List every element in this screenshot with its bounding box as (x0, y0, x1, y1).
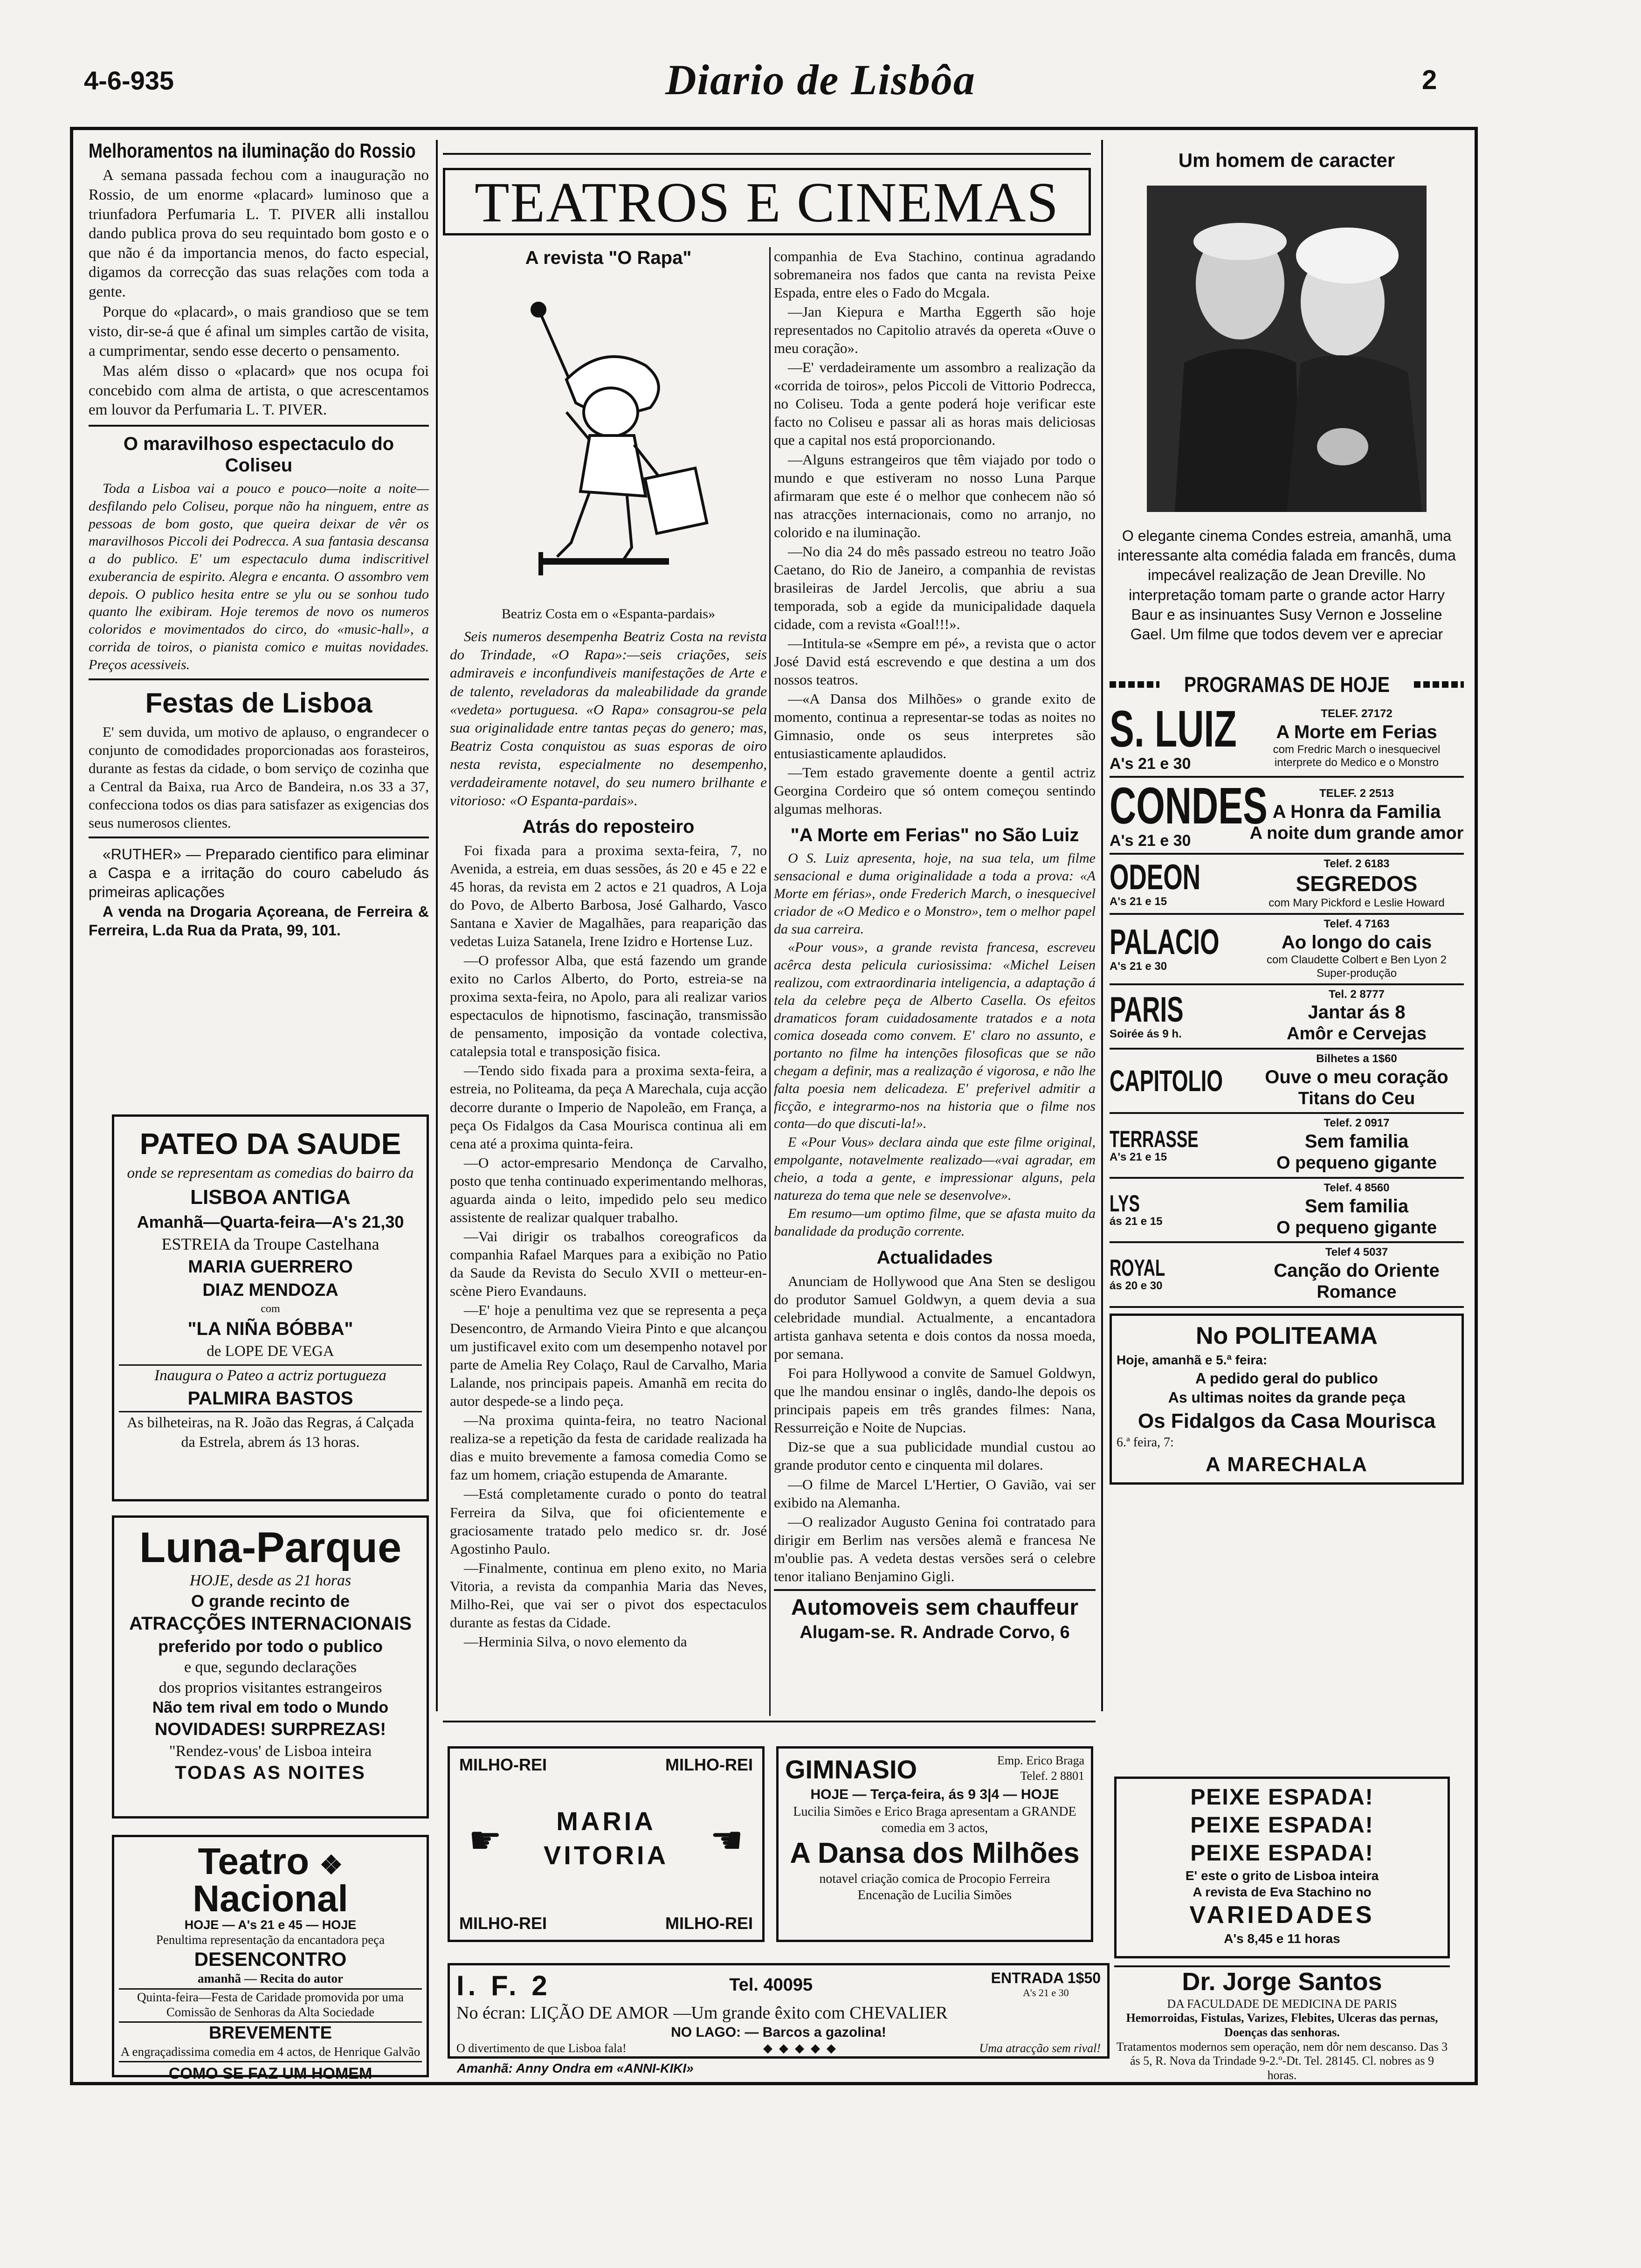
cinema-details (1249, 707, 1464, 770)
cinema-time: A's 21 e 30 (1110, 832, 1191, 850)
cinema-name: LYS (1110, 1190, 1140, 1217)
luna-line: preferido por todo o publico (158, 1637, 383, 1656)
jorge-title: Dr. Jorge Santos (1182, 1968, 1382, 1996)
face (584, 388, 638, 436)
rapa-paragraph: Seis numeros desempenha Beatriz Costa na revista do Trindade, «O Rapa»:—seis criações, seis admiraveis e inconfundiveis manifestações de Arte e de talento, reveladoras da maleabilidade da grande «vedeta» portuguesa. «O Rapa» consagrou-se pela sua originalidade entre tantas peças do genero; mas, Beatriz Costa conquistou as suas esporas de oiro nesta revista, especialmente no desempenho, verdadeiramente notavel, do seu numero brilhante e vitorioso: «O Espanta-pardais». (450, 628, 767, 809)
gimnasio-emp: Emp. Erico Braga (997, 1754, 1084, 1767)
rapa-caption: Beatriz Costa em o «Espanta-pardais» (501, 606, 716, 622)
morte-paragraph: «Pour vous», a grande revista francesa, escreveu acêrca desta pelicula curiosissima: «Michel Leisen realizou, com extraordinaria inteligencia, a adaptação á tela da celebre peça de Alberto Casella. Os efeitos dramaticos foram cuidadosamente tratados e a nota comica doseada como convem. E' claro no assunto, e portanto no filme ha intenções filosoficas que se não chegam a definir, mas a realização é vigorosa, e não lhe falta poesia nem delicadeza. E' preferivel admitir a ficção, e integrarmo-nos na historia que o filme nos conta—do que discuti-la!». (774, 940, 1096, 1132)
rapa-headline: A revista "O Rapa" (525, 248, 692, 268)
reposteiro-headline: Atrás do reposteiro (522, 816, 695, 837)
maria-vitoria-ad (448, 1746, 765, 1942)
cinema-tel: Telef. 4 8560 (1324, 1181, 1390, 1194)
politeama-line: 6.ª feira, 7: (1117, 1435, 1174, 1450)
pateo-subtitle: onde se representam as comedias do bairro da (127, 1165, 414, 1182)
cinema-list (1110, 701, 1464, 1307)
bar-left (1110, 681, 1159, 688)
rossio-headline-text: Melhoramentos na iluminação do Rossio (89, 140, 416, 162)
cinema-note: A noite dum grande amor (1249, 823, 1464, 843)
center-paragraph: —Intitula-se «Sempre em pé», a revista que o actor José David está escrevendo e que destina a um dos nossos teatros. (774, 635, 1096, 688)
pateo-piece: "LA NIÑA BÓBBA" (187, 1319, 353, 1340)
cinema-film: A Morte em Ferias (1276, 721, 1437, 742)
cinema-name-block (1110, 857, 1249, 908)
cinema-film: Sem familia (1304, 1196, 1409, 1217)
cinema-note: com Claudette Colbert e Ben Lyon 2 Super-produção (1266, 953, 1447, 980)
peixe-line: E' este o grito de Lisboa inteira (1185, 1868, 1379, 1883)
center-paragraph: companhia de Eva Stachino, continua agradando sobremaneira nos fados que canta na revista Peixe Espada, entre eles o Fado do Mcgala. (774, 248, 1096, 301)
cinema-details (1249, 1052, 1464, 1109)
man-coat (1175, 349, 1301, 512)
nacional-play: DESENCONTRO (194, 1948, 347, 1970)
actualidades-paragraph: Foi para Hollywood a convite de Samuel Goldwyn, que lhe mandou ensinar o inglês, dando-lhe depois os principais papeis em três grandes filmes: Nana, Ressurreição e Noite de Nupcias. (774, 1365, 1096, 1436)
if2-footer (456, 2041, 1101, 2055)
gimnasio-line: Lucilia Simões e Erico Braga apresentam a GRANDE comedia em 3 actos, (793, 1804, 1076, 1835)
politeama-line: Os Fidalgos da Casa Mourisca (1138, 1409, 1436, 1432)
cinema-listing (1110, 1050, 1464, 1114)
gimnasio-line: Encenação de Lucilia Simões (857, 1888, 1012, 1902)
column-divider (1101, 140, 1103, 1711)
pateo-da-saude-ad (112, 1114, 429, 1501)
gimnasio-line: notavel criação comica de Procopio Ferreira (819, 1871, 1050, 1886)
politeama-line: As ultimas noites da grande peça (1168, 1389, 1406, 1406)
cinema-time: A's 21 e 30 (1110, 960, 1167, 973)
cinema-time: Soirée ás 9 h. (1110, 1027, 1182, 1040)
man-hair (1193, 223, 1287, 260)
divider (89, 425, 429, 427)
pateo-play: LISBOA ANTIGA (190, 1186, 351, 1209)
actualidades-headline: Actualidades (876, 1247, 993, 1268)
festas-paragraph: E' sem duvida, um motivo de aplauso, o engrandecer o conjunto de comodidades proporcionadas aos forasteiros, durante as festas da cidade, o bom serviço de cozinha que a Central da Baixa, rua Arco de Bandeira, n.os 33 a 37, confecciona todos os dias para satisfazer as exigencias dos seus numerosos clientes. (89, 723, 429, 831)
center-paragraph: —E' verdadeiramente um assombro a realização da «corrida de toiros», pelos Piccoli de Vittorio Podrecca, no Coliseu. Toda a gente poderá hoje verificar este facto no Coliseu e passar ali as horas mais deliciosas que a capital nos está proporcionando. (774, 359, 1096, 449)
pateo-inauguration: Inaugura o Pateo a actriz portugueza (119, 1364, 422, 1386)
homem-caption: O elegante cinema Condes estreia, amanhã, uma interessante alta comédia falada em francês, duma impecável realização de Jean Dreville. No interpretação tomam parte o grande actor Harry Baur e as insinuantes Susy Vernon e Josseline Gael. Um filme que todos devem ver e apreciar (1117, 527, 1456, 643)
film-still-photo (1147, 186, 1427, 512)
luna-line: dos proprios visitantes estrangeiros (159, 1679, 382, 1696)
cinema-film: SEGREDOS (1296, 871, 1418, 896)
reposteiro-paragraph: —E' hoje a penultima vez que se representa a peça Desencontro, de Armando Vieira Pinto e que alcançou um justificavel exito com um desempenho notavel por parte de Amelia Rey Colaço, Raul de Carvalho, Maria Lalande, nos principais papeis. Amanhã em recita do autor despede-se a lindo peça. (450, 1302, 767, 1410)
peixe-line: PEIXE ESPADA! (1190, 1841, 1374, 1866)
cinema-time: A's 21 e 15 (1110, 1150, 1167, 1163)
nacional-last: COMO SE FAZ UM HOMEM (119, 2061, 422, 2083)
peixe-line: PEIXE ESPADA! (1190, 1813, 1374, 1838)
politeama-ad (1110, 1314, 1464, 1485)
right-column (1110, 140, 1464, 1485)
festas-headline: Festas de Lisboa (145, 687, 372, 719)
if2-header (456, 1969, 1101, 2003)
morte-paragraph: O S. Luiz apresenta, hoje, na sua tela, um filme sensacional e duma originalidade a toda a prova: «A Morte em férias», onde Frederich March, o inesquecivel criador de «O Medico e o Monstro», tem o melhor papel da sua carreira. (774, 850, 1096, 937)
automoveis-headline: Automoveis sem chauffeur (791, 1595, 1079, 1620)
beatriz-costa-illustration (450, 272, 767, 599)
center-paragraph: —«A Dansa dos Milhões» o grande exito de momento, continua a representar-se todas as noites no Gimnasio, onde os seus interpretes são entusiasticamente aplaudidos. (774, 691, 1096, 762)
nacional-hoje: HOJE — A's 21 e 45 — HOJE (184, 1918, 357, 1932)
reposteiro-paragraph: —O actor-empresario Mendonça de Carvalho, posto que tenha continuado experimentando melhoras, aguarda ainda o leito, impedido pelo seu medico assistente de realizar qualquer trabalho. (450, 1154, 767, 1225)
cinema-name-block (1110, 1127, 1249, 1164)
cinema-note: O pequeno gigante (1276, 1217, 1437, 1238)
center-paragraph: —No dia 24 do mês passado estreou no teatro João Caetano, do Rio de Janeiro, a companhia de revistas brasileiras de Jardel Jercolis, que abriu a sua temporada, sob a egide da municipalidade daquela cidade, com a revista «Goal!!!». (774, 543, 1096, 632)
gimnasio-ad (776, 1746, 1093, 1942)
cinema-name-block (1110, 700, 1249, 773)
if2-ad (448, 1963, 1110, 2059)
luna-line: "Rendez-vous' de Lisboa inteira (169, 1742, 372, 1760)
nacional-rep: Penultima representação da encantadora peça (156, 1933, 385, 1947)
maria-vitoria-line: MARIA (556, 1806, 656, 1836)
jorge-santos-ad (1114, 1965, 1450, 2082)
pateo-com: com (261, 1303, 280, 1315)
cinema-listing (1110, 915, 1464, 985)
milho-rei-tag: MILHO-REI (459, 1755, 547, 1774)
center-paragraph: —Tem estado gravemente doente a gentil actriz Georgina Cordeiro que só ontem começou sentindo algumas melhoras. (774, 764, 1096, 817)
pateo-author: de LOPE DE VEGA (207, 1342, 334, 1360)
cinema-listing (1110, 1114, 1464, 1178)
cinema-listing (1110, 1179, 1464, 1243)
milho-rei-tag: MILHO-REI (665, 1755, 753, 1774)
leg (622, 496, 632, 561)
column-divider (769, 247, 771, 1716)
reposteiro-paragraph: —Na proxima quinta-feira, no teatro Nacional realiza-se a repetição da festa de caridade realizada ha dias e muito brevemente a famosa comedia Como se faz um homem, criação estupenda de Amarante. (450, 1412, 767, 1483)
cinema-tel: Telef. 2 0917 (1324, 1117, 1390, 1130)
morte-paragraph: E «Pour Vous» declara ainda que este filme original, empolgante, notavelmente realizado—«vai agradar, em cheio, a toda a gente, e impressionar alguns, pela natureza do tema que nele se desenvolve». (774, 1134, 1096, 1203)
cinema-name-block (1110, 989, 1249, 1041)
reposteiro-paragraph: —Está completamente curado o ponto do teatral Ferreira da Silva, que foi oficientemente e graciosamente tratado pelo medico sr. dr. José Agostinho Paulo. (450, 1486, 767, 1557)
if2-amanha: Amanhã: Anny Ondra em «ANNI-KIKI» (457, 2061, 694, 2075)
teatro-nacional-ad (112, 1835, 429, 2083)
nacional-recita: amanhã — Recita do autor (119, 1971, 422, 1989)
cinema-name-block (1110, 777, 1268, 850)
maria-vitoria-title (450, 1805, 762, 1873)
reposteiro-paragraph: —Herminia Silva, o novo elemento da (464, 1633, 687, 1650)
masthead-page-number: 2 (1422, 65, 1437, 95)
cinema-details (1249, 918, 1464, 980)
morte-paragraph: Em resumo—um optimo filme, que se afasta muito da banalidade da produção corrente. (774, 1206, 1096, 1239)
if2-entrada: ENTRADA 1$50 (991, 1970, 1101, 1986)
gimnasio-contact (997, 1753, 1084, 1784)
reposteiro-paragraph: —O professor Alba, que está fazendo um grande exito no Carlos Alberto, do Porto, estreia-se na proxima sexta-feira, no Apolo, para ali realizar varios espectaculos de hipnotismo, fascinação, transmissão de pensamento, imposição da vontade colectiva, catalepsia total e transposição fisica. (450, 952, 767, 1060)
morte-headline: "A Morte em Ferias" no São Luiz (790, 825, 1079, 846)
luna-line: TODAS AS NOITES (175, 1763, 366, 1784)
stick-knob (532, 303, 545, 316)
divider (774, 1589, 1096, 1591)
cinema-name: ODEON (1110, 857, 1201, 897)
luna-line: ATRACÇÕES INTERNACIONAIS (129, 1613, 412, 1634)
rossio-headline (89, 140, 429, 162)
ruther-address: A venda na Drogaria Açoreana, de Ferreira & Ferreira, L.da Rua da Prata, 99, 101. (89, 903, 429, 939)
actualidades-paragraph: Anunciam de Hollywood que Ana Sten se desligou do produtor Samuel Goldwyn, a quem devia a sua celebridade mundial. Actualmente, a encantadora artista ganhava setenta e dois contos da nossa moeda, por semana. (774, 1272, 1096, 1362)
luna-line: e que, segundo declarações (184, 1659, 357, 1676)
bar-right (1414, 681, 1464, 688)
section-title-box (443, 168, 1091, 235)
if2-tel: Tel. 40095 (729, 1975, 813, 1995)
maria-vitoria-line: VITORIA (543, 1840, 669, 1870)
actualidades-paragraph: Diz-se que a sua publicidade mundial custou ao grande produtor cento e cinquenta mil dolares. (774, 1438, 1096, 1473)
cinema-film: Canção do Oriente (1274, 1260, 1440, 1281)
nacional-title (119, 1840, 422, 1919)
reposteiro-paragraph: —Finalmente, continua em pleno exito, no Maria Vitoria, a revista da companhia Maria das Neves, Milho-Rei, que vai ser o pivot dos espectaculos durante as festas da Cidade. (450, 1559, 767, 1631)
pateo-tickets: As bilheteiras, na R. João das Regras, á Calçada da Estrela, abrem ás 13 horas. (127, 1413, 414, 1451)
pateo-actor: DIAZ MENDOZA (202, 1280, 338, 1300)
nacional-title-1: Teatro (198, 1840, 310, 1882)
actualidades-paragraph: —O filme de Marcel L'Hertier, O Gavião, vai ser exibido na Alemanha. (774, 1476, 1096, 1511)
masthead-date: 4-6-935 (84, 66, 174, 95)
if2-line: No écran: LIÇÃO DE AMOR —Um grande êxito com CHEVALIER (456, 2003, 948, 2023)
cinema-name-block (1110, 1066, 1249, 1096)
center-paragraph: —Alguns estrangeiros que têm viajado por todo o mundo e que estiveram no nosso Luna Parque afirmaram que este é o melhor que conhecem não só nas atracções internacionais, como no arranjo, no colorido e na iluminação. (774, 451, 1096, 540)
woman-hair (1296, 228, 1399, 284)
pateo-when: Amanhã—Quarta-feira—A's 21,30 (137, 1212, 404, 1232)
divider (89, 837, 429, 838)
center-paragraph: —Jan Kiepura e Martha Eggerth são hoje representados no Capitolio através da opereta «Ouve o meu coração». (774, 304, 1096, 357)
pateo-actress: PALMIRA BASTOS (119, 1386, 422, 1412)
gimnasio-tel: Telef. 2 8801 (1020, 1769, 1084, 1783)
luna-parque-ad (112, 1515, 429, 1819)
if2-entry (991, 1969, 1101, 1999)
cinema-name: PARIS (1110, 989, 1184, 1030)
cinema-tel: Telef. 4 7163 (1324, 918, 1390, 931)
cinema-note: Romance (1317, 1282, 1397, 1302)
cinema-note: Amôr e Cervejas (1287, 1024, 1427, 1044)
pateo-estreia: ESTREIA da Troupe Castelhana (161, 1234, 379, 1253)
pointing-hand-icon: ☛ (469, 1820, 502, 1861)
peixe-espada-ad (1114, 1777, 1450, 1958)
luna-line: O grande recinto de (191, 1591, 350, 1611)
rossio-paragraph: Porque do «placard», o mais grandioso que se tem visto, dir-se-á que é afinal um simples cartão de visita, a cumprimentar, sendo esse decerto o pensamento. (89, 304, 429, 360)
cinema-film: Ao longo do cais (1281, 932, 1432, 953)
if2-line: O divertimento de que Lisboa fala! (456, 2041, 627, 2055)
cinema-name-block (1110, 1256, 1249, 1293)
rossio-paragraph: Mas além disso o «placard» que nos ocupa foi concebido com alma de artista, o que acrescentamos em louvor da Perfumaria L. T. PIVER. (89, 363, 429, 419)
center-column-2 (774, 247, 1096, 1644)
cinema-name-block (1110, 1192, 1249, 1228)
cinema-details (1249, 988, 1464, 1045)
if2-times: A's 21 e 30 (1022, 1987, 1069, 1999)
cinema-name: S. LUIZ (1110, 700, 1237, 758)
if2-line: Uma atracção sem rival! (979, 2041, 1101, 2055)
cinema-name: PALACIO (1110, 922, 1220, 962)
ruther-ad: «RUTHER» — Preparado cientifico para eliminar a Caspa e a irritação do couro cabeludo ás primeiras aplicações (89, 845, 429, 900)
programas-title: PROGRAMAS DE HOJE (1184, 672, 1390, 697)
gimnasio-header (785, 1753, 1084, 1786)
divider (443, 1721, 1096, 1722)
politeama-line: Hoje, amanhã e 5.ª feira: (1117, 1353, 1268, 1368)
divider (443, 153, 1091, 155)
center-column-1 (450, 247, 767, 1652)
cinema-details (1249, 1182, 1464, 1238)
cinema-details (1249, 1117, 1464, 1174)
gimnasio-title: GIMNASIO (785, 1755, 917, 1784)
politeama-line: A pedido geral do publico (1195, 1369, 1378, 1387)
jorge-line: Hemorroidas, Fistulas, Varizes, Flebites, Ulceras das pernas, Doenças das senhoras. (1126, 2011, 1438, 2040)
if2-title: I. F. 2 (456, 1970, 551, 2001)
leg (557, 491, 590, 557)
reposteiro-paragraph: Foi fixada para a proxima sexta-feira, 7, no Avenida, a estreia, em duas sessões, ás 20 e 45 e 22 e 45 horas, da revista em 2 actos e 21 quadros, A Loja do Povo, de Alberto Barbosa, José Galhardo, Vasco Santana e Xavier de Magalhães, para reaparição das vedetas Luiza Satanela, Irene Izidro e Hortense Luz. (450, 842, 767, 950)
cinema-listing (1110, 778, 1464, 855)
cinema-tel: Tel. 2 8777 (1329, 988, 1385, 1001)
peixe-line: A's 8,45 e 11 horas (1224, 1931, 1340, 1946)
cinema-tel: TELEF. 2 2513 (1319, 787, 1394, 800)
cinema-details (1249, 857, 1464, 910)
milho-rei-tag: MILHO-REI (459, 1914, 547, 1933)
cinema-name: CAPITOLIO (1110, 1064, 1223, 1098)
reposteiro-paragraph: —Tendo sido fixada para a proxima sexta-feira, a estreia, no Politeama, da peça A Marechala, cuja acção decorre durante o Imperio de Napoleão, em França, a peça Os Fidalgos da Casa Mourisca continua ali em cena até a proxima quinta-feira. (450, 1062, 767, 1152)
politeama-title: No POLITEAMA (1196, 1322, 1378, 1349)
cinema-name-block (1110, 922, 1249, 973)
reposteiro-paragraph: —Vai dirigir os trabalhos coreograficos da companhia Rafael Marques para a exibição no Patio da Saude da Revista do Seculo XVII o metteur-en-scène Piero Evandauns. (450, 1228, 767, 1299)
cinema-time: ás 20 e 30 (1110, 1279, 1163, 1293)
cinema-tel: Telef. 2 6183 (1324, 857, 1390, 871)
theatre-mask-icon: ❖ (319, 1850, 343, 1880)
cinema-listing (1110, 1243, 1464, 1307)
cinema-note: com Fredric March o inesquecivel interprete do Medico e o Monstro (1273, 743, 1441, 769)
jorge-line: DA FACULDADE DE MEDICINA DE PARIS (1167, 1997, 1397, 2011)
cinema-details (1249, 787, 1464, 844)
peixe-line: PEIXE ESPADA! (1190, 1785, 1374, 1810)
divider (89, 678, 429, 680)
cinema-time: ás 21 e 15 (1110, 1215, 1163, 1228)
cinema-tel: Telef 4 5037 (1325, 1246, 1388, 1259)
politeama-line: A MARECHALA (1206, 1453, 1368, 1476)
pateo-actor: MARIA GUERRERO (188, 1257, 353, 1277)
cinema-film: A Honra da Familia (1272, 801, 1441, 822)
programas-bar (1110, 672, 1464, 697)
nacional-brevemente: BREVEMENTE (209, 2023, 332, 2043)
cinema-listing (1110, 985, 1464, 1050)
diamond-icon: ◆◆◆◆◆ (763, 2041, 842, 2055)
peixe-line: VARIEDADES (1189, 1902, 1375, 1929)
left-column (89, 140, 429, 941)
rossio-paragraph: A semana passada fechou com a inauguração no Rossio, de um enorme «placard» luminoso que a triunfadora Perfumaria L. T. PIVER alli installou dando publica prova do seu requintado bom gosto e o que não é da importancia menos, do facto especial, digamos da correcção das suas relações com toda a gente. (89, 167, 429, 300)
nacional-quinta: Quinta-feira—Festa de Caridade promovida por uma Comissão de Senhoras da Alta Sociedade (119, 1990, 422, 2023)
luna-line: Não tem rival em todo o Mundo (152, 1699, 389, 1717)
jorge-line: Tratamentos modernos sem operação, nem dôr nem descanso. Das 3 ás 5, R. Nova da Trindade 9-2.º-Dt. Tel. 28145. Cl. nobres as 9 horas. (1116, 2040, 1448, 2082)
gimnasio-play: A Dansa dos Milhões (790, 1837, 1080, 1869)
cinema-film: Ouve o meu coração (1265, 1066, 1448, 1087)
cinema-listing (1110, 701, 1464, 778)
peixe-line: A revista de Eva Stachino no (1193, 1885, 1372, 1899)
cinema-name: CONDES (1110, 777, 1268, 835)
cinema-details (1249, 1246, 1464, 1303)
gimnasio-hoje: HOJE — Terça-feira, ás 9 3|4 — HOJE (810, 1787, 1059, 1802)
coliseu-headline: O maravilhoso espectaculo do Coliseu (123, 433, 394, 476)
luna-line: HOJE, desde as 21 horas (189, 1571, 352, 1589)
nacional-title-2: Nacional (193, 1878, 348, 1919)
pointing-hand-icon: ☛ (710, 1820, 744, 1861)
cinema-listing (1110, 855, 1464, 915)
coliseu-paragraph: Toda a Lisboa vai a pouco e pouco—noite a noite—desfilando pelo Coliseu, porque não ha ninguem, entre as pessoas de bom gosto, que queira deixar de vêr os maravilhosos Piccoli dei Podrecca. A sua fantasia descansa a do publico. E' um espectaculo duma indiscritivel exuberancia de espirito. Alegra e encanta. O assombro vem depois. O publico hesita entre se ylu ou se sonhou tudo quanto lhe exibiram. Hoje teremos de novo os numeros coloridos e movimentados do circo, do «music-hall», a corrida de toiros, o pianista comico e muitas novidades. Preços acessiveis. (89, 480, 429, 672)
nacional-brevemente-text: A engraçadissima comedia em 4 actos, de Henrique Galvão (120, 2044, 421, 2059)
luna-title: Luna-Parque (139, 1524, 402, 1571)
automoveis-address: Alugam-se. R. Andrade Corvo, 6 (800, 1623, 1070, 1643)
hand (1317, 428, 1368, 465)
homem-headline: Um homem de caracter (1178, 149, 1395, 171)
pateo-title: PATEO DA SAUDE (139, 1127, 401, 1161)
basket (645, 468, 707, 533)
cinema-tel: TELEF. 27172 (1321, 707, 1393, 720)
cinema-tel: Bilhetes a 1$60 (1316, 1052, 1397, 1065)
cinema-time: A's 21 e 15 (1110, 895, 1167, 908)
section-title: TEATROS E CINEMAS (474, 171, 1060, 234)
cinema-film: Jantar ás 8 (1308, 1002, 1406, 1023)
masthead-title: Diario de Lisbôa (665, 56, 976, 104)
milho-rei-tag: MILHO-REI (665, 1914, 753, 1933)
column-divider (436, 140, 438, 1711)
actualidades-paragraph: —O realizador Augusto Genina foi contratado para dirigir em Berlim nas versões alemã e francesa Ne m'oublie pas. A vedeta destas versões será o celebre tenor italiano Benjamino Gigli. (774, 1513, 1096, 1584)
cinema-note: com Mary Pickford e Leslie Howard (1269, 897, 1445, 910)
cinema-name: ROYAL (1110, 1255, 1165, 1281)
masthead (0, 0, 1641, 126)
cinema-note: O pequeno gigante (1276, 1153, 1437, 1173)
if2-line: NO LAGO: — Barcos a gazolina! (671, 2024, 886, 2040)
cinema-time: A's 21 e 30 (1110, 755, 1191, 773)
luna-line: NOVIDADES! SURPREZAS! (154, 1720, 386, 1739)
cinema-name: TERRASSE (1110, 1126, 1199, 1152)
cinema-note: Titans do Ceu (1298, 1088, 1415, 1108)
cinema-film: Sem familia (1304, 1131, 1409, 1152)
coat (580, 436, 646, 496)
